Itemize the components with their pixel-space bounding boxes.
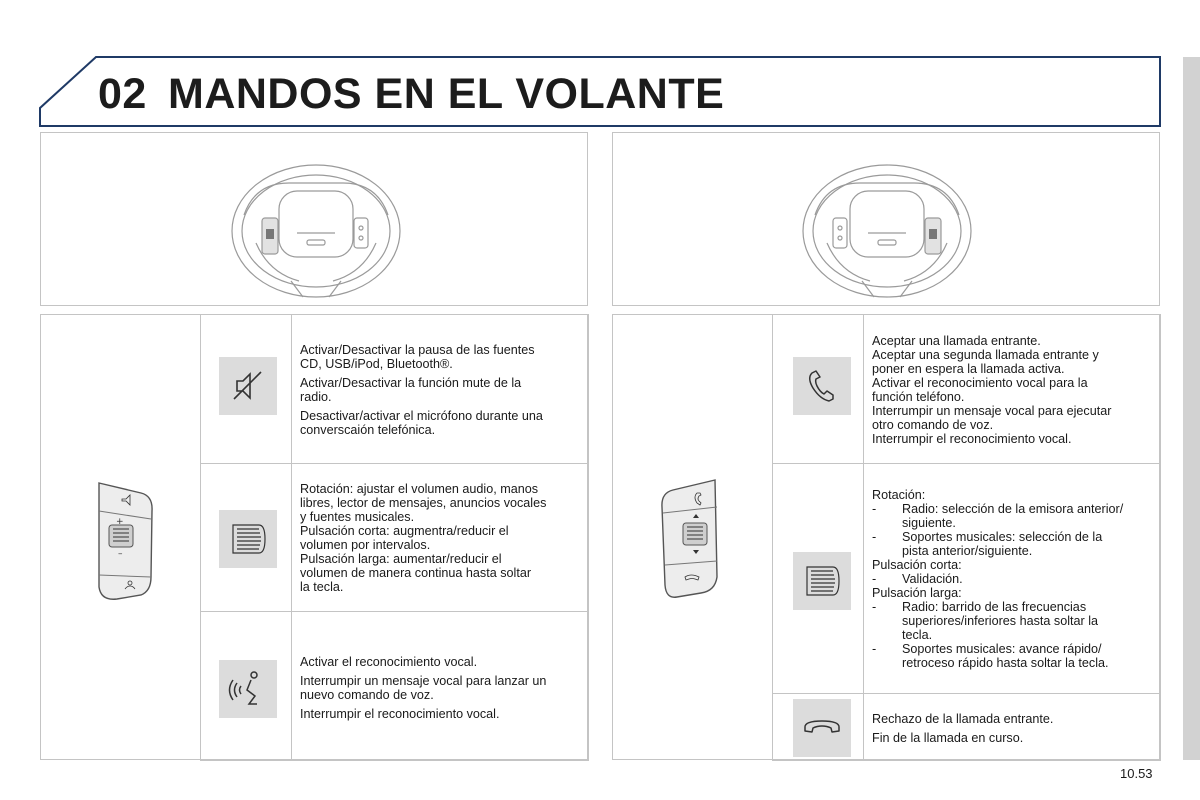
right-controls-table bbox=[612, 314, 1160, 760]
text-line: volumen por intervalos. bbox=[300, 538, 431, 552]
text-line: Aceptar una llamada entrante. bbox=[872, 334, 1041, 348]
right-row1-text-cell bbox=[863, 314, 1161, 464]
text-line: retroceso rápido hasta soltar la tecla. bbox=[902, 656, 1109, 670]
left-row2-text-cell bbox=[291, 463, 589, 612]
text-line: Radio: barrido de las frecuencias bbox=[902, 600, 1087, 614]
rotation-label: Rotación: bbox=[872, 488, 926, 502]
dash: - bbox=[872, 600, 877, 614]
left-row2-icon-cell bbox=[200, 463, 292, 612]
steering-wheel-left-panel bbox=[40, 132, 588, 306]
text-line: poner en espera la llamada activa. bbox=[872, 362, 1065, 376]
text-line: superiores/inferiores hasta soltar la bbox=[902, 614, 1098, 628]
text-line: Soportes musicales: selección de la bbox=[902, 530, 1103, 544]
svg-text:–: – bbox=[118, 549, 123, 559]
right-row1-icon-cell bbox=[772, 314, 864, 464]
phone-answer-icon bbox=[793, 357, 851, 415]
dash: - bbox=[872, 530, 877, 544]
page-title: MANDOS EN EL VOLANTE bbox=[168, 70, 725, 118]
left-control-pod-cell bbox=[40, 314, 201, 760]
dash: - bbox=[872, 502, 877, 516]
text-line: otro comando de voz. bbox=[872, 418, 994, 432]
text-line: Rotación: ajustar el volumen audio, manos bbox=[300, 482, 539, 496]
text-line: Rechazo de la llamada entrante. bbox=[872, 712, 1054, 726]
text-line: la tecla. bbox=[300, 580, 344, 594]
left-row3-icon-cell bbox=[200, 611, 292, 761]
text-line: función teléfono. bbox=[872, 390, 965, 404]
list-item bbox=[872, 502, 1157, 530]
right-row1-description bbox=[872, 334, 1157, 446]
text-line: converscaión telefónica. bbox=[300, 423, 436, 437]
mute-speaker-icon bbox=[219, 357, 277, 415]
text-line: Fin de la llamada en curso. bbox=[872, 731, 1024, 745]
left-control-pod-illustration bbox=[41, 315, 202, 761]
list-item bbox=[872, 642, 1157, 670]
text-line: pista anterior/siguiente. bbox=[902, 544, 1033, 558]
thumbwheel-icon bbox=[793, 552, 851, 610]
steering-wheel-right-panel bbox=[612, 132, 1160, 306]
thumbwheel-icon bbox=[219, 510, 277, 568]
text-line: Radio: selección de la emisora anterior/ bbox=[902, 502, 1124, 516]
right-row3-description bbox=[872, 712, 1157, 745]
text-line: libres, lector de mensajes, anuncios vocales bbox=[300, 496, 547, 510]
left-row1-description bbox=[300, 343, 585, 437]
text-line: CD, USB/iPod, Bluetooth®. bbox=[300, 357, 453, 371]
side-tab-strip bbox=[1183, 57, 1200, 760]
text-line: Activar el reconocimiento vocal para la bbox=[872, 376, 1088, 390]
left-row2-description bbox=[300, 482, 585, 594]
dash: - bbox=[872, 642, 877, 656]
left-row3-description bbox=[300, 655, 585, 721]
text-line: Pulsación larga: aumentar/reducir el bbox=[300, 552, 502, 566]
text-line: Activar/Desactivar la función mute de la bbox=[300, 376, 522, 390]
page-number: 10.53 bbox=[1120, 766, 1153, 781]
text-line: Interrumpir un mensaje vocal para lanzar un bbox=[300, 674, 547, 688]
page-header bbox=[0, 0, 1200, 130]
right-row3-icon-cell bbox=[772, 693, 864, 761]
text-line: Activar el reconocimiento vocal. bbox=[300, 655, 478, 669]
list-item bbox=[872, 572, 1157, 586]
right-control-pod-illustration bbox=[613, 315, 774, 761]
text-line: Soportes musicales: avance rápido/ bbox=[902, 642, 1102, 656]
text-line: Desactivar/activar el micrófono durante una bbox=[300, 409, 543, 423]
left-row1-text-cell bbox=[291, 314, 589, 464]
dash: - bbox=[872, 572, 877, 586]
text-line: volumen de manera continua hasta soltar bbox=[300, 566, 532, 580]
phone-hangup-icon bbox=[793, 699, 851, 757]
left-controls-table bbox=[40, 314, 588, 760]
text-line: Interrumpir el reconocimiento vocal. bbox=[872, 432, 1072, 446]
left-row1-icon-cell bbox=[200, 314, 292, 464]
text-line: radio. bbox=[300, 390, 332, 404]
text-line: tecla. bbox=[902, 628, 933, 642]
text-line: Pulsación corta: augmentra/reducir el bbox=[300, 524, 509, 538]
text-line: y fuentes musicales. bbox=[300, 510, 415, 524]
right-control-pod-cell bbox=[612, 314, 773, 760]
right-row2-icon-cell bbox=[772, 463, 864, 694]
long-press-label: Pulsación larga: bbox=[872, 586, 962, 600]
text-line: Interrumpir un mensaje vocal para ejecutar bbox=[872, 404, 1112, 418]
steering-wheel-left-illustration bbox=[41, 133, 589, 307]
left-row3-text-cell bbox=[291, 611, 589, 761]
short-press-label: Pulsación corta: bbox=[872, 558, 962, 572]
text-line: nuevo comando de voz. bbox=[300, 688, 434, 702]
voice-recognition-icon bbox=[219, 660, 277, 718]
text-line: Aceptar una segunda llamada entrante y bbox=[872, 348, 1099, 362]
text-line: Validación. bbox=[902, 572, 963, 586]
right-row2-description bbox=[872, 488, 1157, 670]
text-line: Activar/Desactivar la pausa de las fuentes bbox=[300, 343, 535, 357]
svg-text:+: + bbox=[116, 517, 124, 527]
chapter-number: 02 bbox=[98, 70, 147, 118]
text-line: siguiente. bbox=[902, 516, 956, 530]
right-row2-text-cell bbox=[863, 463, 1161, 694]
right-row3-text-cell bbox=[863, 693, 1161, 761]
steering-wheel-right-illustration bbox=[613, 133, 1161, 307]
list-item bbox=[872, 600, 1157, 642]
text-line: Interrumpir el reconocimiento vocal. bbox=[300, 707, 500, 721]
list-item bbox=[872, 530, 1157, 558]
